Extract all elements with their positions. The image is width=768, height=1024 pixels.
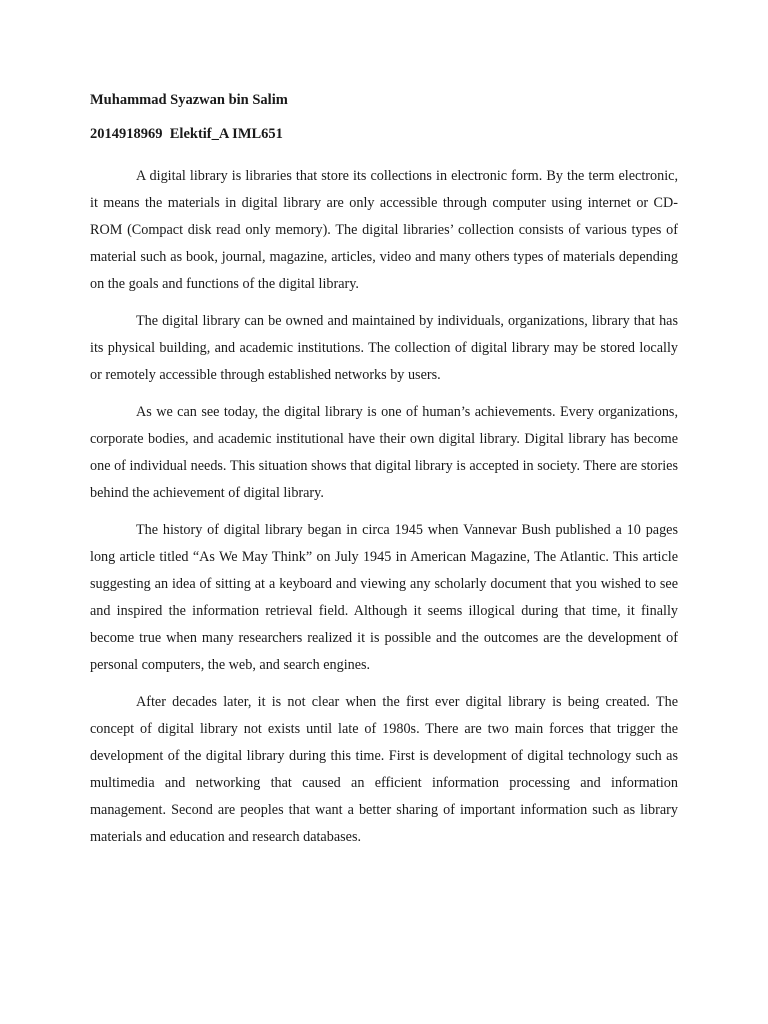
document-page xyxy=(90,90,678,861)
paragraph-3: As we can see today, the digital library is one of human’s achievements. Every organizations, corporate bodies, and academic institutional have their own digital library. Digital library has become one of individual needs. This situation shows that digital library is accepted in society. There are stories behind the achievement of digital library. xyxy=(90,404,678,501)
paragraph-2: The digital library can be owned and maintained by individuals, organizations, library that has its physical building, and academic institutions. The collection of digital library may be stored locally or remotely accessible through established networks by users. xyxy=(90,313,678,383)
paragraph-5: After decades later, it is not clear when the first ever digital library is being created. The concept of digital library not exists until late of 1980s. There are two main forces that trigger the development of the digital library during this time. First is development of digital technology such as multimedia and networking that caused an efficient information processing and information management. Second are peoples that want a better sharing of important information such as library materials and education and research databases. xyxy=(90,694,678,845)
author-name: Muhammad Syazwan bin Salim xyxy=(90,92,288,108)
paragraph-1: A digital library is libraries that store its collections in electronic form. By the term electronic, it means the materials in digital library are only accessible through computer using internet or CD-ROM (Compact disk read only memory). The digital libraries’ collection consists of various types of material such as book, journal, magazine, articles, video and many others types of materials depending on the goals and functions of the digital library. xyxy=(90,168,678,292)
paragraph-4: The history of digital library began in circa 1945 when Vannevar Bush published a 10 pages long article titled “As We May Think” on July 1945 in American Magazine, The Atlantic. This article suggesting an idea of sitting at a keyboard and viewing any scholarly document that you wished to see and inspired the information retrieval field. Although it seems illogical during that time, it finally become true when many researchers realized it is possible and the outcomes are the development of personal computers, the web, and search engines. xyxy=(90,522,678,673)
student-id-course: 2014918969 Elektif_A IML651 xyxy=(90,126,283,142)
